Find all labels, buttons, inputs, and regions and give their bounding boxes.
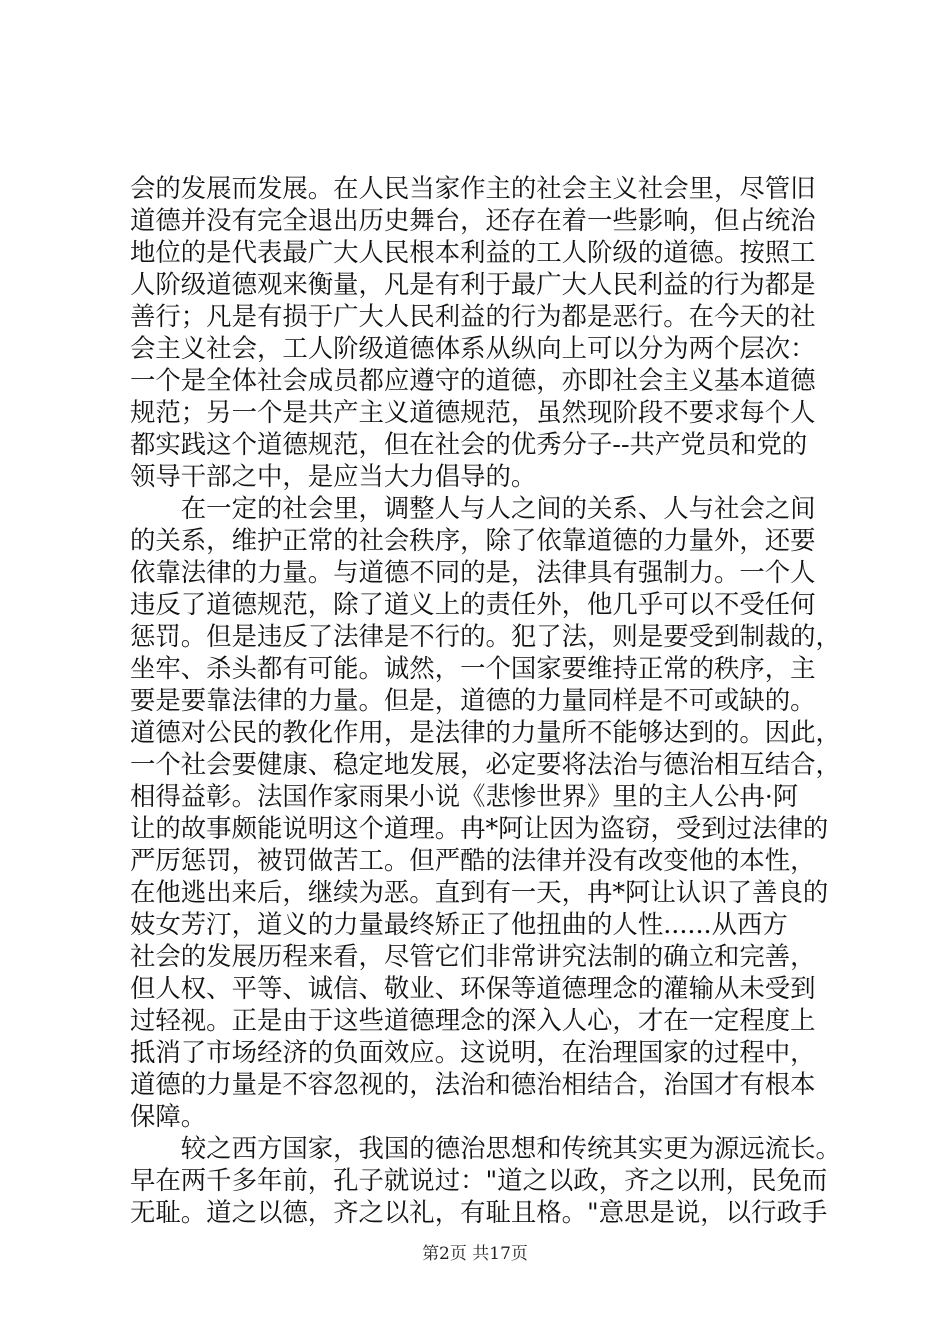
text-line: 让的故事颇能说明这个道理。冉*阿让因为盗窃，受到过法律的 xyxy=(130,813,829,843)
text-line: 过轻视。正是由于这些道德理念的深入人心，才在一定程度上 xyxy=(130,1005,816,1035)
text-line: 善行；凡是有损于广大人民利益的行为都是恶行。在今天的社 xyxy=(130,301,816,331)
text-line: 一个社会要健康、稳定地发展，必定要将法治与德治相互结合， xyxy=(130,749,841,779)
text-line: 道德并没有完全退出历史舞台，还存在着一些影响，但占统治 xyxy=(130,205,816,235)
text-line: 保障。 xyxy=(130,1101,207,1131)
text-line: 要是要靠法律的力量。但是，道德的力量同样是不可或缺的。 xyxy=(130,685,816,715)
text-line: 抵消了市场经济的负面效应。这说明，在治理国家的过程中， xyxy=(130,1037,816,1067)
text-line: 在一定的社会里，调整人与人之间的关系、人与社会之间 xyxy=(130,493,816,523)
text-line: 在他逃出来后，继续为恶。直到有一天，冉*阿让认识了善良的 xyxy=(130,877,829,907)
text-line: 社会的发展历程来看，尽管它们非常讲究法制的确立和完善， xyxy=(130,941,816,971)
text-line: 都实践这个道德规范，但在社会的优秀分子--共产党员和党的 xyxy=(130,429,808,459)
body-text xyxy=(130,172,841,1228)
text-line: 妓女芳汀，道义的力量最终矫正了他扭曲的人性......从西方 xyxy=(130,909,788,939)
text-line: 规范；另一个是共产主义道德规范，虽然现阶段不要求每个人 xyxy=(130,397,816,427)
text-line: 严厉惩罚，被罚做苦工。但严酷的法律并没有改变他的本性， xyxy=(130,845,816,875)
text-line: 道德对公民的教化作用，是法律的力量所不能够达到的。因此， xyxy=(130,717,841,747)
text-line: 违反了道德规范，除了道义上的责任外，他几乎可以不受任何 xyxy=(130,589,816,619)
text-line: 相得益彰。法国作家雨果小说《悲惨世界》里的主人公冉·阿 xyxy=(130,781,799,811)
text-line: 较之西方国家，我国的德治思想和传统其实更为源远流长。 xyxy=(130,1133,841,1163)
page-number-footer: 第2页 共17页 xyxy=(422,1244,528,1264)
text-line: 无耻。道之以德，齐之以礼，有耻且格。"意思是说，以行政手 xyxy=(130,1197,828,1227)
text-line: 但人权、平等、诚信、敬业、环保等道德理念的灌输从未受到 xyxy=(130,973,816,1003)
text-line: 依靠法律的力量。与道德不同的是，法律具有强制力。一个人 xyxy=(130,557,816,587)
text-line: 会主义社会，工人阶级道德体系从纵向上可以分为两个层次： xyxy=(130,333,816,363)
text-line: 惩罚。但是违反了法律是不行的。犯了法，则是要受到制裁的， xyxy=(130,621,841,651)
text-line: 坐牢、杀头都有可能。诚然，一个国家要维持正常的秩序，主 xyxy=(130,653,816,683)
text-line: 地位的是代表最广大人民根本利益的工人阶级的道德。按照工 xyxy=(130,237,816,267)
text-line: 领导干部之中，是应当大力倡导的。 xyxy=(130,461,537,491)
text-line: 会的发展而发展。在人民当家作主的社会主义社会里，尽管旧 xyxy=(130,173,816,203)
text-line: 道德的力量是不容忽视的，法治和德治相结合，治国才有根本 xyxy=(130,1069,816,1099)
text-line: 的关系，维护正常的社会秩序，除了依靠道德的力量外，还要 xyxy=(130,525,816,555)
text-line: 早在两千多年前，孔子就说过："道之以政，齐之以刑，民免而 xyxy=(130,1165,828,1195)
text-line: 人阶级道德观来衡量，凡是有利于最广大人民利益的行为都是 xyxy=(130,269,816,299)
text-line: 一个是全体社会成员都应遵守的道德，亦即社会主义基本道德 xyxy=(130,365,816,395)
